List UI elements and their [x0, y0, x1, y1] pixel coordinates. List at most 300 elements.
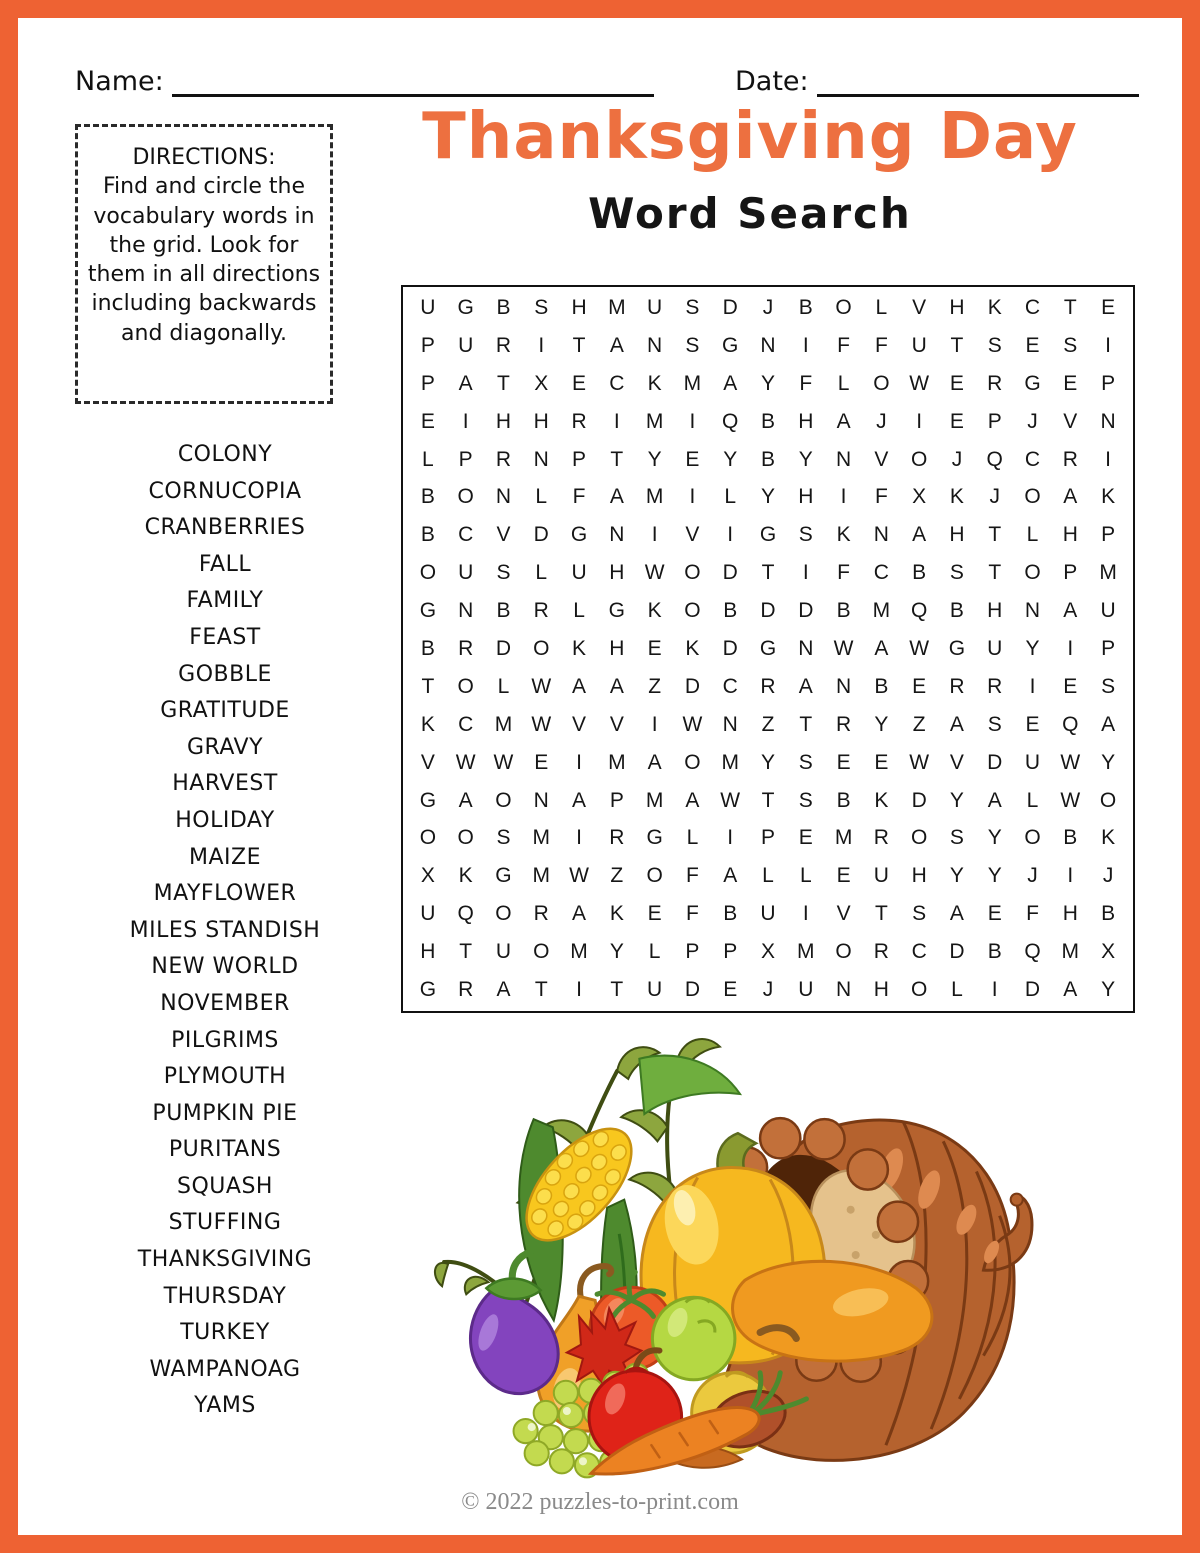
grid-cell[interactable]: Y: [647, 447, 662, 471]
grid-cell[interactable]: R: [533, 902, 549, 926]
grid-cell[interactable]: T: [1063, 295, 1077, 319]
grid-cell[interactable]: N: [873, 523, 889, 547]
name-field-line[interactable]: [172, 64, 654, 97]
grid-cell[interactable]: P: [420, 333, 435, 357]
grid-cell[interactable]: W: [909, 636, 930, 660]
grid-cell[interactable]: N: [609, 523, 625, 547]
grid-cell[interactable]: V: [949, 750, 964, 774]
grid-cell[interactable]: P: [609, 788, 624, 812]
grid-cell[interactable]: E: [647, 902, 662, 926]
grid-cell[interactable]: L: [1026, 788, 1039, 812]
grid-cell[interactable]: B: [1101, 902, 1116, 926]
grid-cell[interactable]: B: [874, 674, 889, 698]
grid-cell[interactable]: R: [949, 674, 965, 698]
grid-cell[interactable]: T: [610, 978, 624, 1002]
grid-cell[interactable]: B: [496, 599, 511, 623]
grid-cell[interactable]: D: [987, 750, 1003, 774]
grid-cell[interactable]: B: [912, 561, 927, 585]
grid-cell[interactable]: U: [987, 636, 1003, 660]
grid-cell[interactable]: D: [722, 295, 738, 319]
grid-cell[interactable]: C: [1024, 295, 1041, 319]
grid-cell[interactable]: R: [835, 712, 852, 736]
grid-cell[interactable]: Y: [1025, 636, 1040, 660]
grid-cell[interactable]: V: [420, 750, 435, 774]
grid-cell[interactable]: E: [836, 750, 851, 774]
grid-cell[interactable]: W: [909, 750, 930, 774]
grid-cell[interactable]: V: [912, 295, 927, 319]
grid-cell[interactable]: R: [987, 371, 1003, 395]
grid-cell[interactable]: L: [648, 940, 661, 964]
grid-cell[interactable]: G: [419, 978, 437, 1002]
grid-cell[interactable]: N: [835, 978, 852, 1002]
grid-cell[interactable]: C: [458, 712, 474, 736]
grid-cell[interactable]: A: [572, 674, 587, 698]
grid-cell[interactable]: G: [722, 333, 739, 357]
grid-cell[interactable]: R: [458, 636, 474, 660]
grid-cell[interactable]: O: [684, 599, 701, 623]
grid-cell[interactable]: M: [834, 826, 853, 850]
grid-cell[interactable]: M: [1099, 561, 1117, 585]
grid-cell[interactable]: S: [1063, 333, 1078, 357]
grid-cell[interactable]: M: [608, 295, 626, 319]
grid-cell[interactable]: I: [991, 978, 998, 1002]
grid-cell[interactable]: D: [533, 523, 549, 547]
grid-cell[interactable]: W: [531, 674, 552, 698]
grid-cell[interactable]: N: [647, 333, 663, 357]
grid-cell[interactable]: B: [420, 485, 435, 509]
grid-cell[interactable]: M: [532, 864, 550, 888]
grid-cell[interactable]: K: [836, 523, 851, 547]
grid-cell[interactable]: A: [458, 371, 473, 395]
grid-cell[interactable]: C: [1024, 447, 1041, 471]
grid-cell[interactable]: H: [1062, 902, 1078, 926]
grid-cell[interactable]: K: [685, 636, 700, 660]
grid-cell[interactable]: U: [571, 561, 587, 585]
grid-cell[interactable]: N: [722, 712, 738, 736]
grid-cell[interactable]: P: [1101, 523, 1116, 547]
grid-cell[interactable]: V: [685, 523, 700, 547]
grid-cell[interactable]: D: [495, 636, 512, 660]
grid-cell[interactable]: M: [645, 485, 664, 509]
grid-cell[interactable]: K: [647, 371, 662, 395]
grid-cell[interactable]: A: [685, 788, 700, 812]
grid-cell[interactable]: S: [987, 333, 1002, 357]
grid-cell[interactable]: H: [949, 523, 965, 547]
grid-cell[interactable]: E: [1101, 295, 1116, 319]
grid-cell[interactable]: R: [987, 674, 1003, 698]
grid-cell[interactable]: H: [571, 295, 587, 319]
grid-cell[interactable]: O: [419, 826, 437, 850]
grid-cell[interactable]: F: [874, 333, 888, 357]
grid-cell[interactable]: Y: [723, 447, 738, 471]
grid-cell[interactable]: A: [609, 485, 624, 509]
grid-cell[interactable]: V: [496, 523, 511, 547]
grid-cell[interactable]: L: [799, 864, 812, 888]
grid-cell[interactable]: G: [948, 636, 966, 660]
grid-cell[interactable]: T: [497, 371, 510, 395]
grid-cell[interactable]: A: [1063, 599, 1078, 623]
grid-cell[interactable]: A: [572, 788, 587, 812]
grid-cell[interactable]: I: [689, 409, 696, 433]
grid-cell[interactable]: K: [1101, 826, 1116, 850]
grid-cell[interactable]: A: [987, 788, 1002, 812]
grid-cell[interactable]: F: [874, 485, 888, 509]
grid-cell[interactable]: R: [873, 940, 889, 964]
grid-cell[interactable]: L: [497, 674, 510, 698]
grid-cell[interactable]: G: [457, 295, 474, 319]
grid-cell[interactable]: E: [1063, 674, 1078, 698]
grid-cell[interactable]: S: [987, 712, 1002, 736]
grid-cell[interactable]: R: [609, 826, 625, 850]
grid-cell[interactable]: G: [1024, 371, 1041, 395]
grid-cell[interactable]: E: [420, 409, 435, 433]
grid-cell[interactable]: I: [1067, 864, 1074, 888]
grid-cell[interactable]: N: [533, 788, 549, 812]
grid-cell[interactable]: Y: [874, 712, 889, 736]
grid-cell[interactable]: M: [683, 371, 702, 395]
grid-cell[interactable]: N: [1100, 409, 1116, 433]
grid-cell[interactable]: C: [911, 940, 927, 964]
grid-cell[interactable]: S: [949, 826, 964, 850]
grid-cell[interactable]: T: [988, 561, 1002, 585]
grid-cell[interactable]: E: [1025, 712, 1040, 736]
grid-cell[interactable]: I: [462, 409, 469, 433]
grid-cell[interactable]: L: [422, 447, 434, 471]
grid-cell[interactable]: G: [759, 636, 777, 660]
grid-cell[interactable]: A: [647, 750, 662, 774]
grid-cell[interactable]: O: [646, 864, 663, 888]
grid-cell[interactable]: P: [420, 371, 435, 395]
grid-cell[interactable]: E: [723, 978, 738, 1002]
grid-cell[interactable]: U: [458, 561, 474, 585]
grid-cell[interactable]: H: [533, 409, 549, 433]
grid-cell[interactable]: K: [647, 599, 662, 623]
grid-cell[interactable]: A: [458, 788, 473, 812]
grid-cell[interactable]: D: [798, 599, 814, 623]
grid-cell[interactable]: E: [572, 371, 587, 395]
grid-cell[interactable]: D: [684, 978, 700, 1002]
grid-cell[interactable]: K: [420, 712, 435, 736]
grid-cell[interactable]: Z: [648, 674, 662, 698]
grid-cell[interactable]: G: [419, 599, 437, 623]
grid-cell[interactable]: Y: [949, 864, 964, 888]
grid-cell[interactable]: I: [727, 826, 734, 850]
grid-cell[interactable]: V: [609, 712, 624, 736]
grid-cell[interactable]: I: [576, 978, 582, 1002]
grid-cell[interactable]: B: [987, 940, 1002, 964]
grid-cell[interactable]: Q: [1062, 712, 1079, 736]
grid-cell[interactable]: C: [458, 523, 474, 547]
grid-cell[interactable]: M: [608, 750, 626, 774]
grid-cell[interactable]: S: [949, 561, 964, 585]
grid-cell[interactable]: U: [1100, 599, 1116, 623]
grid-cell[interactable]: S: [798, 788, 813, 812]
grid-cell[interactable]: F: [686, 902, 699, 926]
grid-cell[interactable]: M: [645, 788, 664, 812]
grid-cell[interactable]: Q: [1024, 940, 1041, 964]
grid-cell[interactable]: A: [1101, 712, 1116, 736]
grid-cell[interactable]: O: [910, 978, 928, 1002]
grid-cell[interactable]: H: [495, 409, 512, 433]
grid-cell[interactable]: D: [760, 599, 776, 623]
grid-cell[interactable]: K: [1101, 485, 1116, 509]
grid-cell[interactable]: G: [419, 788, 437, 812]
grid-cell[interactable]: O: [1099, 788, 1117, 812]
grid-cell[interactable]: F: [686, 864, 699, 888]
grid-cell[interactable]: E: [949, 409, 964, 433]
grid-cell[interactable]: D: [949, 940, 965, 964]
grid-cell[interactable]: Q: [457, 902, 474, 926]
grid-cell[interactable]: A: [798, 674, 813, 698]
grid-cell[interactable]: W: [569, 864, 589, 888]
grid-cell[interactable]: H: [798, 485, 814, 509]
grid-cell[interactable]: I: [1029, 674, 1036, 698]
grid-cell[interactable]: L: [951, 978, 963, 1002]
grid-cell[interactable]: V: [836, 902, 851, 926]
grid-cell[interactable]: J: [762, 295, 774, 319]
grid-cell[interactable]: E: [949, 371, 964, 395]
grid-cell[interactable]: W: [644, 561, 665, 585]
grid-cell[interactable]: V: [1063, 409, 1078, 433]
grid-cell[interactable]: T: [988, 523, 1002, 547]
grid-cell[interactable]: P: [458, 447, 473, 471]
grid-cell[interactable]: I: [651, 523, 658, 547]
grid-cell[interactable]: Y: [987, 826, 1002, 850]
grid-cell[interactable]: B: [496, 295, 511, 319]
grid-cell[interactable]: O: [457, 674, 474, 698]
grid-cell[interactable]: C: [609, 371, 625, 395]
grid-cell[interactable]: F: [572, 485, 586, 509]
grid-cell[interactable]: Y: [609, 940, 624, 964]
grid-cell[interactable]: O: [1024, 561, 1041, 585]
grid-cell[interactable]: A: [723, 864, 738, 888]
grid-cell[interactable]: Q: [986, 447, 1003, 471]
grid-cell[interactable]: L: [1026, 523, 1039, 547]
grid-cell[interactable]: U: [420, 902, 436, 926]
grid-cell[interactable]: K: [609, 902, 624, 926]
grid-cell[interactable]: A: [1063, 485, 1078, 509]
grid-cell[interactable]: W: [1060, 750, 1081, 774]
grid-cell[interactable]: W: [909, 371, 930, 395]
grid-cell[interactable]: F: [799, 371, 813, 395]
grid-cell[interactable]: E: [912, 674, 927, 698]
grid-cell[interactable]: O: [910, 826, 928, 850]
grid-cell[interactable]: H: [798, 409, 814, 433]
grid-cell[interactable]: Q: [910, 599, 928, 623]
grid-cell[interactable]: I: [1067, 636, 1074, 660]
grid-cell[interactable]: T: [610, 447, 624, 471]
grid-cell[interactable]: B: [723, 599, 738, 623]
grid-cell[interactable]: S: [496, 561, 511, 585]
grid-cell[interactable]: Q: [722, 409, 739, 433]
grid-cell[interactable]: P: [1101, 636, 1116, 660]
grid-cell[interactable]: L: [724, 485, 737, 509]
grid-cell[interactable]: O: [1024, 485, 1041, 509]
grid-cell[interactable]: U: [1024, 750, 1041, 774]
grid-cell[interactable]: S: [912, 902, 927, 926]
grid-cell[interactable]: T: [874, 902, 888, 926]
grid-cell[interactable]: W: [455, 750, 476, 774]
grid-cell[interactable]: S: [496, 826, 511, 850]
grid-cell[interactable]: N: [798, 636, 814, 660]
grid-cell[interactable]: N: [533, 447, 549, 471]
grid-cell[interactable]: B: [760, 447, 775, 471]
grid-cell[interactable]: P: [572, 447, 587, 471]
grid-cell[interactable]: U: [760, 902, 776, 926]
grid-cell[interactable]: D: [911, 788, 927, 812]
grid-cell[interactable]: H: [911, 864, 927, 888]
grid-cell[interactable]: S: [534, 295, 549, 319]
grid-cell[interactable]: A: [496, 978, 511, 1002]
grid-cell[interactable]: T: [950, 333, 964, 357]
grid-cell[interactable]: L: [875, 295, 888, 319]
grid-cell[interactable]: O: [533, 940, 550, 964]
grid-cell[interactable]: A: [1063, 978, 1078, 1002]
grid-cell[interactable]: O: [457, 485, 474, 509]
grid-cell[interactable]: X: [1101, 940, 1116, 964]
grid-cell[interactable]: O: [495, 788, 512, 812]
grid-cell[interactable]: I: [689, 485, 696, 509]
grid-cell[interactable]: X: [534, 371, 549, 395]
grid-cell[interactable]: E: [534, 750, 549, 774]
grid-cell[interactable]: B: [949, 599, 964, 623]
grid-cell[interactable]: Y: [987, 864, 1002, 888]
grid-cell[interactable]: G: [495, 864, 512, 888]
grid-cell[interactable]: T: [761, 788, 775, 812]
grid-cell[interactable]: O: [1024, 826, 1041, 850]
grid-cell[interactable]: E: [987, 902, 1002, 926]
grid-cell[interactable]: S: [685, 333, 700, 357]
grid-cell[interactable]: A: [874, 636, 889, 660]
grid-cell[interactable]: J: [876, 409, 887, 433]
grid-cell[interactable]: W: [720, 788, 741, 812]
grid-cell[interactable]: F: [1026, 902, 1039, 926]
grid-cell[interactable]: V: [572, 712, 587, 736]
grid-cell[interactable]: G: [570, 523, 588, 547]
grid-cell[interactable]: N: [1024, 599, 1041, 623]
grid-cell[interactable]: O: [533, 636, 550, 660]
grid-cell[interactable]: R: [495, 447, 512, 471]
grid-cell[interactable]: W: [531, 712, 552, 736]
grid-cell[interactable]: K: [874, 788, 889, 812]
grid-cell[interactable]: M: [494, 712, 513, 736]
grid-cell[interactable]: Z: [610, 864, 624, 888]
grid-cell[interactable]: V: [874, 447, 889, 471]
grid-cell[interactable]: T: [459, 940, 473, 964]
grid-cell[interactable]: S: [798, 750, 813, 774]
grid-cell[interactable]: R: [533, 599, 549, 623]
grid-cell[interactable]: D: [722, 561, 738, 585]
grid-cell[interactable]: B: [723, 902, 738, 926]
grid-cell[interactable]: P: [723, 940, 738, 964]
grid-cell[interactable]: W: [1060, 788, 1081, 812]
grid-cell[interactable]: G: [608, 599, 625, 623]
grid-cell[interactable]: A: [949, 712, 964, 736]
grid-cell[interactable]: S: [1101, 674, 1116, 698]
grid-cell[interactable]: X: [760, 940, 775, 964]
grid-cell[interactable]: C: [873, 561, 889, 585]
grid-cell[interactable]: U: [911, 333, 927, 357]
grid-cell[interactable]: D: [722, 636, 738, 660]
grid-cell[interactable]: Y: [949, 788, 964, 812]
grid-cell[interactable]: B: [836, 788, 851, 812]
grid-cell[interactable]: E: [685, 447, 700, 471]
grid-cell[interactable]: O: [684, 750, 701, 774]
grid-cell[interactable]: F: [837, 561, 850, 585]
grid-cell[interactable]: R: [1062, 447, 1078, 471]
grid-cell[interactable]: T: [799, 712, 813, 736]
grid-cell[interactable]: M: [570, 940, 588, 964]
grid-cell[interactable]: H: [1062, 523, 1078, 547]
grid-cell[interactable]: B: [760, 409, 775, 433]
grid-cell[interactable]: E: [836, 864, 851, 888]
grid-cell[interactable]: A: [723, 371, 738, 395]
grid-cell[interactable]: P: [1101, 371, 1116, 395]
grid-cell[interactable]: S: [798, 523, 813, 547]
grid-cell[interactable]: A: [912, 523, 927, 547]
grid-cell[interactable]: T: [421, 674, 435, 698]
grid-cell[interactable]: I: [840, 485, 847, 509]
grid-cell[interactable]: L: [837, 371, 850, 395]
grid-cell[interactable]: J: [762, 978, 774, 1002]
grid-cell[interactable]: R: [495, 333, 512, 357]
grid-cell[interactable]: Z: [912, 712, 926, 736]
grid-cell[interactable]: R: [571, 409, 587, 433]
grid-cell[interactable]: U: [458, 333, 474, 357]
grid-cell[interactable]: I: [916, 409, 923, 433]
grid-cell[interactable]: Z: [761, 712, 775, 736]
grid-cell[interactable]: H: [987, 599, 1003, 623]
grid-cell[interactable]: K: [572, 636, 587, 660]
grid-cell[interactable]: W: [833, 636, 854, 660]
grid-cell[interactable]: A: [836, 409, 851, 433]
grid-cell[interactable]: P: [1063, 561, 1078, 585]
grid-cell[interactable]: H: [609, 636, 625, 660]
grid-cell[interactable]: T: [572, 333, 586, 357]
grid-cell[interactable]: Y: [1101, 750, 1116, 774]
grid-cell[interactable]: I: [576, 826, 582, 850]
grid-cell[interactable]: O: [910, 447, 928, 471]
grid-cell[interactable]: I: [802, 561, 809, 585]
grid-cell[interactable]: B: [836, 599, 851, 623]
grid-cell[interactable]: O: [873, 371, 890, 395]
grid-cell[interactable]: S: [685, 295, 700, 319]
grid-cell[interactable]: K: [458, 864, 473, 888]
grid-cell[interactable]: I: [1105, 333, 1112, 357]
grid-cell[interactable]: G: [646, 826, 663, 850]
grid-cell[interactable]: U: [647, 978, 663, 1002]
grid-cell[interactable]: Y: [798, 447, 813, 471]
grid-cell[interactable]: N: [760, 333, 776, 357]
grid-cell[interactable]: N: [495, 485, 512, 509]
grid-cell[interactable]: J: [1027, 864, 1038, 888]
grid-cell[interactable]: U: [873, 864, 889, 888]
grid-cell[interactable]: B: [1063, 826, 1078, 850]
grid-cell[interactable]: C: [722, 674, 738, 698]
grid-cell[interactable]: P: [685, 940, 700, 964]
grid-cell[interactable]: M: [797, 940, 815, 964]
grid-cell[interactable]: J: [989, 485, 1000, 509]
grid-cell[interactable]: N: [835, 674, 852, 698]
grid-cell[interactable]: R: [873, 826, 889, 850]
grid-cell[interactable]: A: [609, 674, 624, 698]
grid-cell[interactable]: T: [761, 561, 775, 585]
grid-cell[interactable]: X: [420, 864, 435, 888]
grid-cell[interactable]: Y: [1101, 978, 1116, 1002]
grid-cell[interactable]: N: [458, 599, 474, 623]
grid-cell[interactable]: O: [684, 561, 701, 585]
grid-cell[interactable]: J: [1027, 409, 1038, 433]
